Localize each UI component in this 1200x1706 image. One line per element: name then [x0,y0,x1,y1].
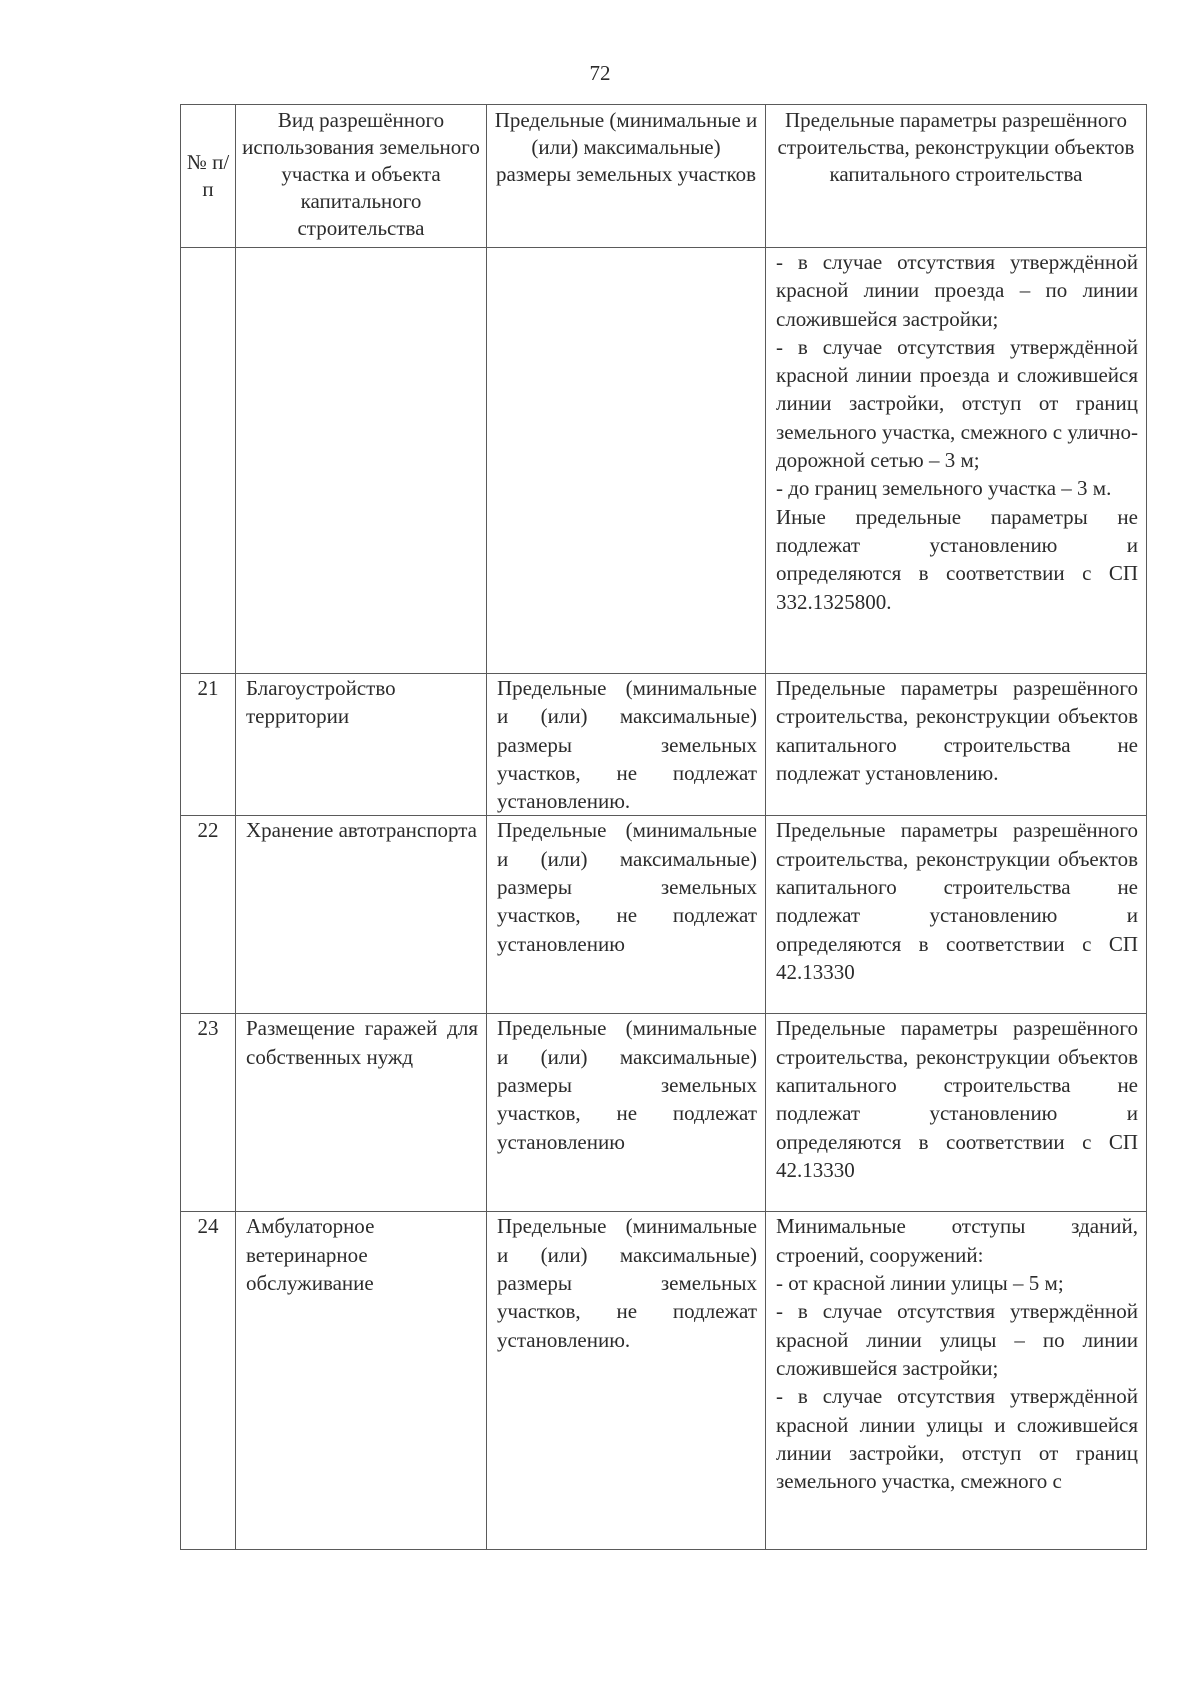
table-header-row [181,105,1147,248]
row-plot-size: Предельные (минимальные и (или) максимальные) размеры земельных участков, не подлежат установлению. [487,1212,766,1550]
header-plot-size: Предельные (минимальные и (или) максимальные) размеры земельных участков [487,105,766,248]
row-plot-size: Предельные (минимальные и (или) максимальные) размеры земельных участков, не подлежат установлению [487,1014,766,1212]
row-plot-size: Предельные (минимальные и (или) максимальные) размеры земельных участков, не подлежат установлению [487,816,766,1014]
row-plot-size: Предельные (минимальные и (или) максимальные) размеры земельных участков, не подлежат установлению. [487,674,766,816]
page-number: 72 [589,61,611,85]
row-number [181,248,236,674]
zoning-parameters-table [180,104,1147,1550]
header-number: № п/п [181,105,236,248]
row-use-type [236,248,487,674]
row-build-params [766,248,1147,674]
row-build-params [766,674,1147,816]
param-paragraph: - от красной линии улицы – 5 м; [776,1271,1064,1296]
row-number: 21 [181,674,236,816]
row-number: 22 [181,816,236,1014]
param-paragraph: Предельные параметры разрешённого строительства, реконструкции объектов капитального строительства не подлежат установлению и определяются в соответствии с СП 42.13330 [776,1016,1138,1182]
param-paragraph: - в случае отсутствия утверждённой красной линии проезда и сложившейся линии застройки, отступ от границ земельного участка, смежного с улично-дорожной сетью – 3 м; [776,334,1138,473]
param-paragraph: - до границ земельного участка – 3 м. [776,476,1112,501]
table-row [181,248,1147,674]
row-use-type: Амбулаторное ветеринарное обслуживание [236,1212,487,1550]
param-paragraph: - в случае отсутствия утверждённой красной линии улицы и сложившейся линии застройки, отступ от границ земельного участка, смежного с [776,1384,1138,1494]
row-plot-size [487,248,766,674]
row-use-type: Благоустройство территории [236,674,487,816]
row-build-params [766,1014,1147,1212]
table-row [181,1014,1147,1212]
param-paragraph: - в случае отсутствия утверждённой красной линии проезда – по линии сложившейся застройки; [776,250,1138,331]
param-paragraph: Предельные параметры разрешённого строительства, реконструкции объектов капитального строительства не подлежат установлению и определяются в соответствии с СП 42.13330 [776,818,1138,984]
row-number: 23 [181,1014,236,1212]
row-use-type: Хранение автотранспорта [236,816,487,1014]
row-use-type: Размещение гаражей для собственных нужд [236,1014,487,1212]
param-paragraph: Минимальные отступы зданий, строений, сооружений: [776,1214,1138,1267]
row-build-params [766,1212,1147,1550]
row-build-params [766,816,1147,1014]
table-row [181,1212,1147,1550]
header-build-params: Предельные параметры разрешённого строительства, реконструкции объектов капитального строительства [766,105,1147,248]
header-use-type: Вид разрешённого использования земельного участка и объекта капитального строительства [236,105,487,248]
table-row [181,816,1147,1014]
param-paragraph: - в случае отсутствия утверждённой красной линии улицы – по линии сложившейся застройки; [776,1299,1138,1380]
param-paragraph: Иные предельные параметры не подлежат установлению и определяются в соответствии с СП 332.1325800. [776,504,1138,614]
table-row [181,674,1147,816]
row-number: 24 [181,1212,236,1550]
param-paragraph: Предельные параметры разрешённого строительства, реконструкции объектов капитального строительства не подлежат установлению. [776,676,1138,785]
